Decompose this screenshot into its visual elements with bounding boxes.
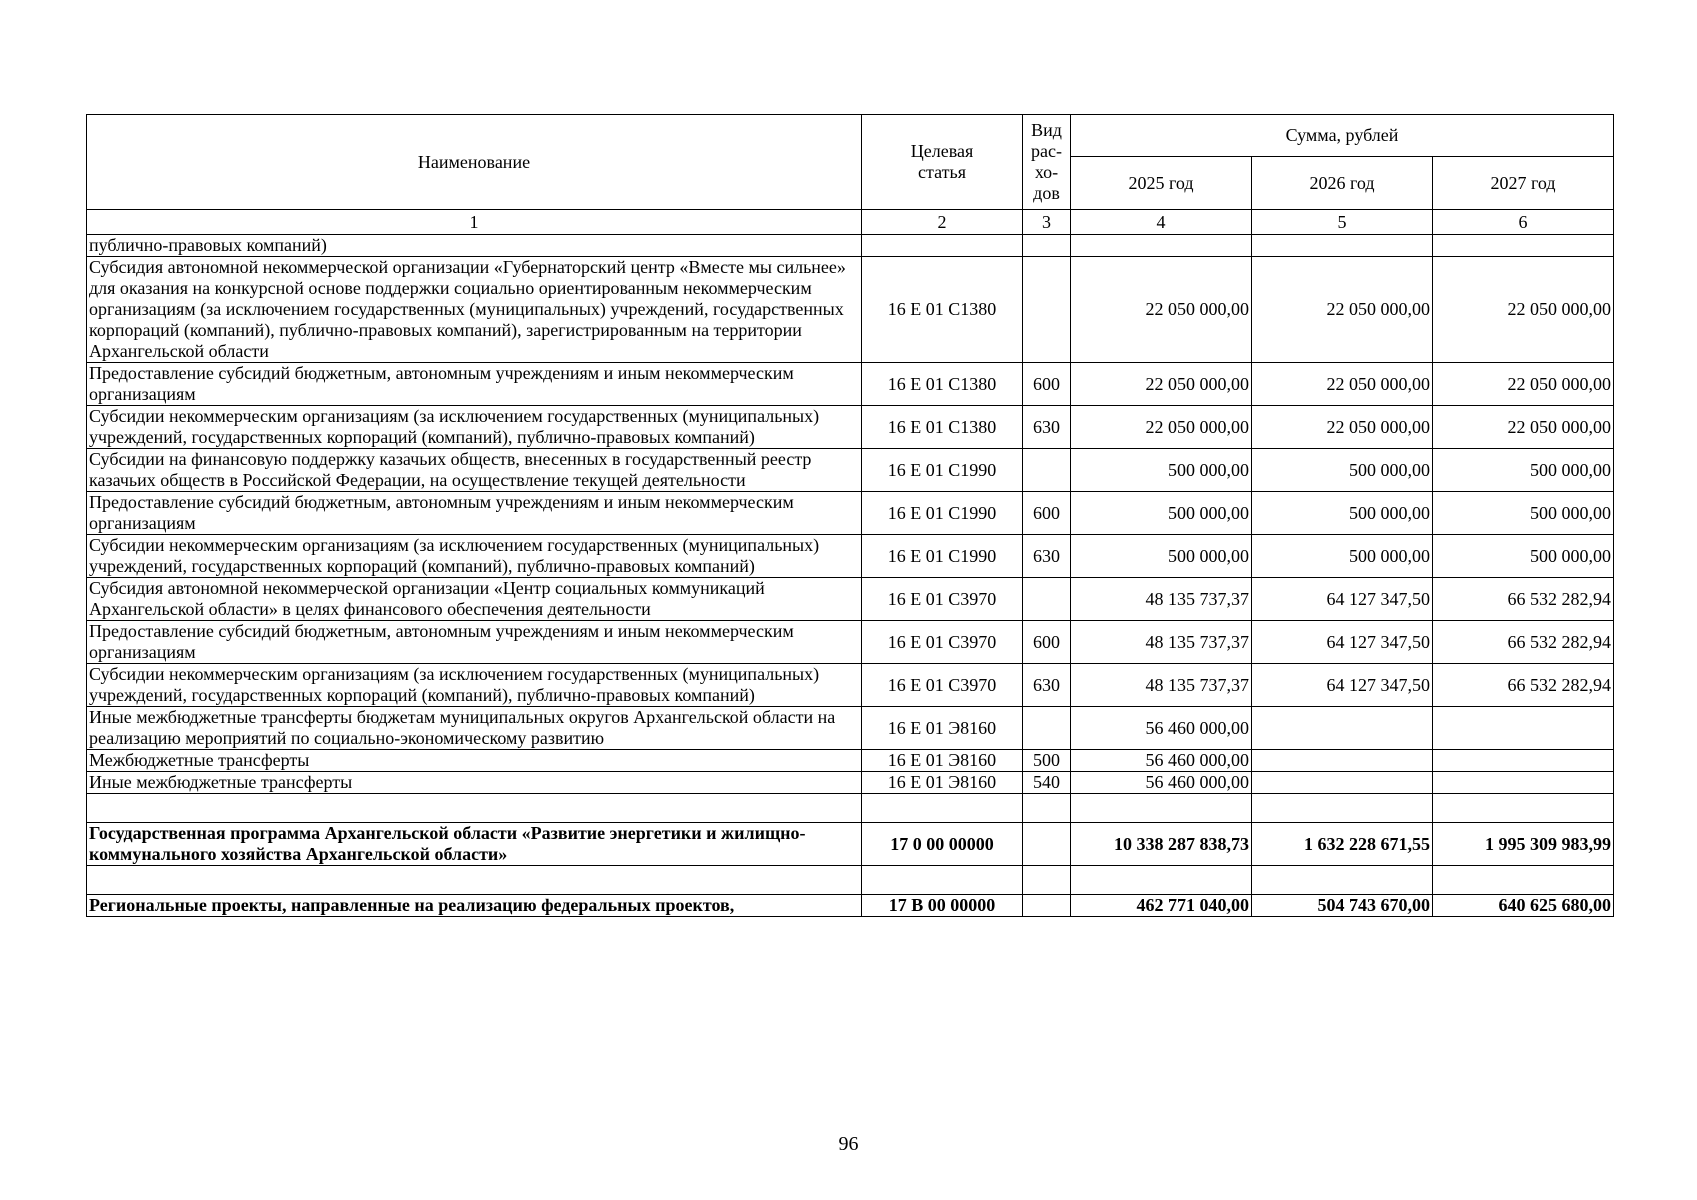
row-sum-2027: 22 050 000,00 xyxy=(1433,363,1614,406)
row-expense-type: 500 xyxy=(1023,750,1071,772)
row-target-article: 16 Е 01 Э8160 xyxy=(862,772,1023,794)
table-row xyxy=(87,235,1614,257)
row-sum-2027: 66 532 282,94 xyxy=(1433,621,1614,664)
row-expense-type: 630 xyxy=(1023,406,1071,449)
row-expense-type xyxy=(1023,449,1071,492)
table-row-empty xyxy=(87,794,1614,823)
row-name xyxy=(87,794,862,823)
row-target-article: 16 Е 01 С1990 xyxy=(862,449,1023,492)
row-name: Субсидии некоммерческим организациям (за исключением государственных (муниципальных) учреждений, государственных корпораций (компаний), публично-правовых компаний) xyxy=(87,406,862,449)
row-name: Государственная программа Архангельской области «Развитие энергетики и жилищно-коммунального хозяйства Архангельской области» xyxy=(87,823,862,866)
row-sum-2027: 22 050 000,00 xyxy=(1433,406,1614,449)
row-expense-type: 600 xyxy=(1023,621,1071,664)
row-expense-type xyxy=(1023,866,1071,895)
row-target-article: 16 Е 01 Э8160 xyxy=(862,707,1023,750)
table-row xyxy=(87,406,1614,449)
row-sum-2027 xyxy=(1433,750,1614,772)
row-name xyxy=(87,866,862,895)
row-sum-2026 xyxy=(1252,707,1433,750)
row-sum-2026 xyxy=(1252,866,1433,895)
row-sum-2027 xyxy=(1433,866,1614,895)
table-row xyxy=(87,707,1614,750)
table-row xyxy=(87,664,1614,707)
row-sum-2026: 64 127 347,50 xyxy=(1252,578,1433,621)
row-expense-type: 600 xyxy=(1023,363,1071,406)
row-sum-2025 xyxy=(1071,866,1252,895)
row-sum-2025: 56 460 000,00 xyxy=(1071,750,1252,772)
row-sum-2025: 56 460 000,00 xyxy=(1071,707,1252,750)
table-row xyxy=(87,492,1614,535)
table-row xyxy=(87,578,1614,621)
row-sum-2027: 22 050 000,00 xyxy=(1433,257,1614,363)
table-row xyxy=(87,621,1614,664)
table-row xyxy=(87,750,1614,772)
row-sum-2025: 10 338 287 838,73 xyxy=(1071,823,1252,866)
row-sum-2026: 500 000,00 xyxy=(1252,492,1433,535)
row-sum-2025: 48 135 737,37 xyxy=(1071,621,1252,664)
row-sum-2025 xyxy=(1071,235,1252,257)
row-sum-2026: 500 000,00 xyxy=(1252,535,1433,578)
row-sum-2026: 504 743 670,00 xyxy=(1252,895,1433,917)
row-sum-2027 xyxy=(1433,772,1614,794)
row-sum-2027 xyxy=(1433,235,1614,257)
row-expense-type xyxy=(1023,895,1071,917)
row-expense-type xyxy=(1023,707,1071,750)
row-target-article: 16 Е 01 С3970 xyxy=(862,664,1023,707)
column-index: 4 xyxy=(1071,210,1252,235)
row-sum-2025: 48 135 737,37 xyxy=(1071,664,1252,707)
table-row xyxy=(87,772,1614,794)
row-name: Иные межбюджетные трансферты бюджетам муниципальных округов Архангельской области на реализацию мероприятий по социально-экономическому развитию xyxy=(87,707,862,750)
row-sum-2027: 500 000,00 xyxy=(1433,449,1614,492)
header-year-2026: 2026 год xyxy=(1252,157,1433,210)
row-sum-2027: 66 532 282,94 xyxy=(1433,578,1614,621)
row-name: Региональные проекты, направленные на реализацию федеральных проектов, xyxy=(87,895,862,917)
row-name: Предоставление субсидий бюджетным, автономным учреждениям и иным некоммерческим организациям xyxy=(87,621,862,664)
row-name: Субсидии некоммерческим организациям (за исключением государственных (муниципальных) учреждений, государственных корпораций (компаний), публично-правовых компаний) xyxy=(87,535,862,578)
row-target-article: 16 Е 01 С1990 xyxy=(862,492,1023,535)
column-index: 6 xyxy=(1433,210,1614,235)
row-target-article: 17 В 00 00000 xyxy=(862,895,1023,917)
row-sum-2027 xyxy=(1433,707,1614,750)
row-sum-2027: 500 000,00 xyxy=(1433,492,1614,535)
row-sum-2025: 22 050 000,00 xyxy=(1071,363,1252,406)
row-target-article: 17 0 00 00000 xyxy=(862,823,1023,866)
row-name: Предоставление субсидий бюджетным, автономным учреждениям и иным некоммерческим организациям xyxy=(87,363,862,406)
row-expense-type: 630 xyxy=(1023,664,1071,707)
column-index: 2 xyxy=(862,210,1023,235)
row-sum-2026 xyxy=(1252,235,1433,257)
row-expense-type xyxy=(1023,823,1071,866)
row-target-article xyxy=(862,866,1023,895)
row-sum-2026: 22 050 000,00 xyxy=(1252,257,1433,363)
header-expense-type: Вид рас-хо-дов xyxy=(1023,115,1071,210)
row-name: Предоставление субсидий бюджетным, автономным учреждениям и иным некоммерческим организациям xyxy=(87,492,862,535)
row-sum-2027: 66 532 282,94 xyxy=(1433,664,1614,707)
header-row-1 xyxy=(87,115,1614,157)
row-sum-2025: 56 460 000,00 xyxy=(1071,772,1252,794)
row-name: Межбюджетные трансферты xyxy=(87,750,862,772)
row-sum-2026: 500 000,00 xyxy=(1252,449,1433,492)
row-target-article: 16 Е 01 С1380 xyxy=(862,406,1023,449)
header-target-article: Целевая статья xyxy=(862,115,1023,210)
row-target-article: 16 Е 01 С1380 xyxy=(862,363,1023,406)
table-row xyxy=(87,363,1614,406)
row-name: Субсидия автономной некоммерческой организации «Губернаторский центр «Вместе мы сильнее» для оказания на конкурсной основе поддержки социально ориентированным некоммерческим организациям (за исключением государственных (муниципальных) учреждений, государственных корпораций (компаний), публично-правовых компаний), зарегистрированным на территории Архангельской области xyxy=(87,257,862,363)
row-sum-2026 xyxy=(1252,772,1433,794)
row-sum-2027: 500 000,00 xyxy=(1433,535,1614,578)
row-sum-2026: 64 127 347,50 xyxy=(1252,621,1433,664)
column-index: 5 xyxy=(1252,210,1433,235)
row-sum-2026 xyxy=(1252,750,1433,772)
table-row-empty xyxy=(87,866,1614,895)
row-expense-type xyxy=(1023,794,1071,823)
table-row-program xyxy=(87,823,1614,866)
row-expense-type xyxy=(1023,578,1071,621)
row-expense-type: 540 xyxy=(1023,772,1071,794)
row-expense-type xyxy=(1023,257,1071,363)
row-sum-2025: 462 771 040,00 xyxy=(1071,895,1252,917)
row-sum-2025: 22 050 000,00 xyxy=(1071,406,1252,449)
table-row-regional-projects xyxy=(87,895,1614,917)
row-sum-2025: 22 050 000,00 xyxy=(1071,257,1252,363)
row-name: Иные межбюджетные трансферты xyxy=(87,772,862,794)
row-target-article: 16 Е 01 С3970 xyxy=(862,621,1023,664)
row-sum-2025: 500 000,00 xyxy=(1071,535,1252,578)
row-target-article: 16 Е 01 С1990 xyxy=(862,535,1023,578)
row-name: Субсидия автономной некоммерческой организации «Центр социальных коммуникаций Архангельской области» в целях финансового обеспечения деятельности xyxy=(87,578,862,621)
column-index-row xyxy=(87,210,1614,235)
header-year-2027: 2027 год xyxy=(1433,157,1614,210)
table-row xyxy=(87,535,1614,578)
row-sum-2026: 64 127 347,50 xyxy=(1252,664,1433,707)
row-name: Субсидии на финансовую поддержку казачьих обществ, внесенных в государственный реестр казачьих обществ в Российской Федерации, на осуществление текущей деятельности xyxy=(87,449,862,492)
column-index: 1 xyxy=(87,210,862,235)
row-sum-2025: 500 000,00 xyxy=(1071,492,1252,535)
row-target-article: 16 Е 01 С3970 xyxy=(862,578,1023,621)
row-expense-type xyxy=(1023,235,1071,257)
row-target-article xyxy=(862,235,1023,257)
row-sum-2026 xyxy=(1252,794,1433,823)
row-expense-type: 630 xyxy=(1023,535,1071,578)
row-sum-2027: 640 625 680,00 xyxy=(1433,895,1614,917)
row-sum-2027: 1 995 309 983,99 xyxy=(1433,823,1614,866)
table-row xyxy=(87,449,1614,492)
row-name: публично-правовых компаний) xyxy=(87,235,862,257)
column-index: 3 xyxy=(1023,210,1071,235)
row-target-article: 16 Е 01 С1380 xyxy=(862,257,1023,363)
row-sum-2025: 500 000,00 xyxy=(1071,449,1252,492)
header-name: Наименование xyxy=(87,115,862,210)
budget-table xyxy=(86,114,1614,917)
row-sum-2026: 22 050 000,00 xyxy=(1252,406,1433,449)
row-sum-2026: 22 050 000,00 xyxy=(1252,363,1433,406)
table-row xyxy=(87,257,1614,363)
row-sum-2026: 1 632 228 671,55 xyxy=(1252,823,1433,866)
header-year-2025: 2025 год xyxy=(1071,157,1252,210)
page-number: 96 xyxy=(838,1133,859,1155)
row-name: Субсидии некоммерческим организациям (за исключением государственных (муниципальных) учреждений, государственных корпораций (компаний), публично-правовых компаний) xyxy=(87,664,862,707)
row-sum-2025: 48 135 737,37 xyxy=(1071,578,1252,621)
header-sum: Сумма, рублей xyxy=(1071,115,1614,157)
row-target-article xyxy=(862,794,1023,823)
row-sum-2027 xyxy=(1433,794,1614,823)
row-sum-2025 xyxy=(1071,794,1252,823)
row-expense-type: 600 xyxy=(1023,492,1071,535)
row-target-article: 16 Е 01 Э8160 xyxy=(862,750,1023,772)
